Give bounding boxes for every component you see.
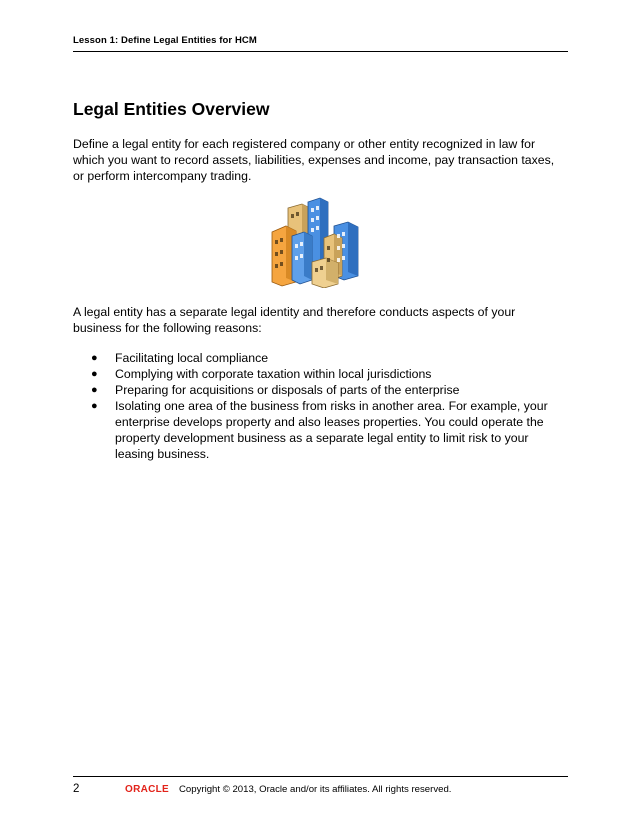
footer-divider [73,776,568,777]
reasons-list [73,350,563,462]
list-item: ● Complying with corporate taxation within local jurisdictions [91,367,432,381]
intro-paragraph: Define a legal entity for each registered company or other entity recognized in law for which you want to record assets, liabilities, expenses and income, pay transaction taxes, or perform intercompany trading. [73,137,555,183]
oracle-logo [125,781,169,793]
lesson-title: Lesson 1: Define Legal Entities for HCM [73,35,257,46]
reasons-intro: A legal entity has a separate legal identity and therefore conducts aspects of your business for the following reasons: [73,305,516,335]
bullet-icon: ● [91,400,98,412]
bullet-icon: ● [91,352,98,364]
bullet-icon: ● [91,384,98,396]
page-title: Legal Entities Overview [73,99,270,119]
svg-text:ORACLE: ORACLE [125,784,169,794]
list-item: ● Preparing for acquisitions or disposals of parts of the enterprise [91,383,460,397]
page-number: 2 [73,783,80,795]
header-divider [73,51,568,52]
list-item: ● Facilitating local compliance [91,351,269,365]
bullet-icon: ● [91,368,98,380]
copyright-notice: Copyright © 2013, Oracle and/or its affiliates. All rights reserved. [179,784,452,795]
list-item: ● Isolating one area of the business from risks in another area. For example, your enterprise develops property and also leases properties. You could operate the property development business as a separate legal entity to limit risk to your leasing business. [91,399,548,461]
buildings-icon [268,196,368,288]
